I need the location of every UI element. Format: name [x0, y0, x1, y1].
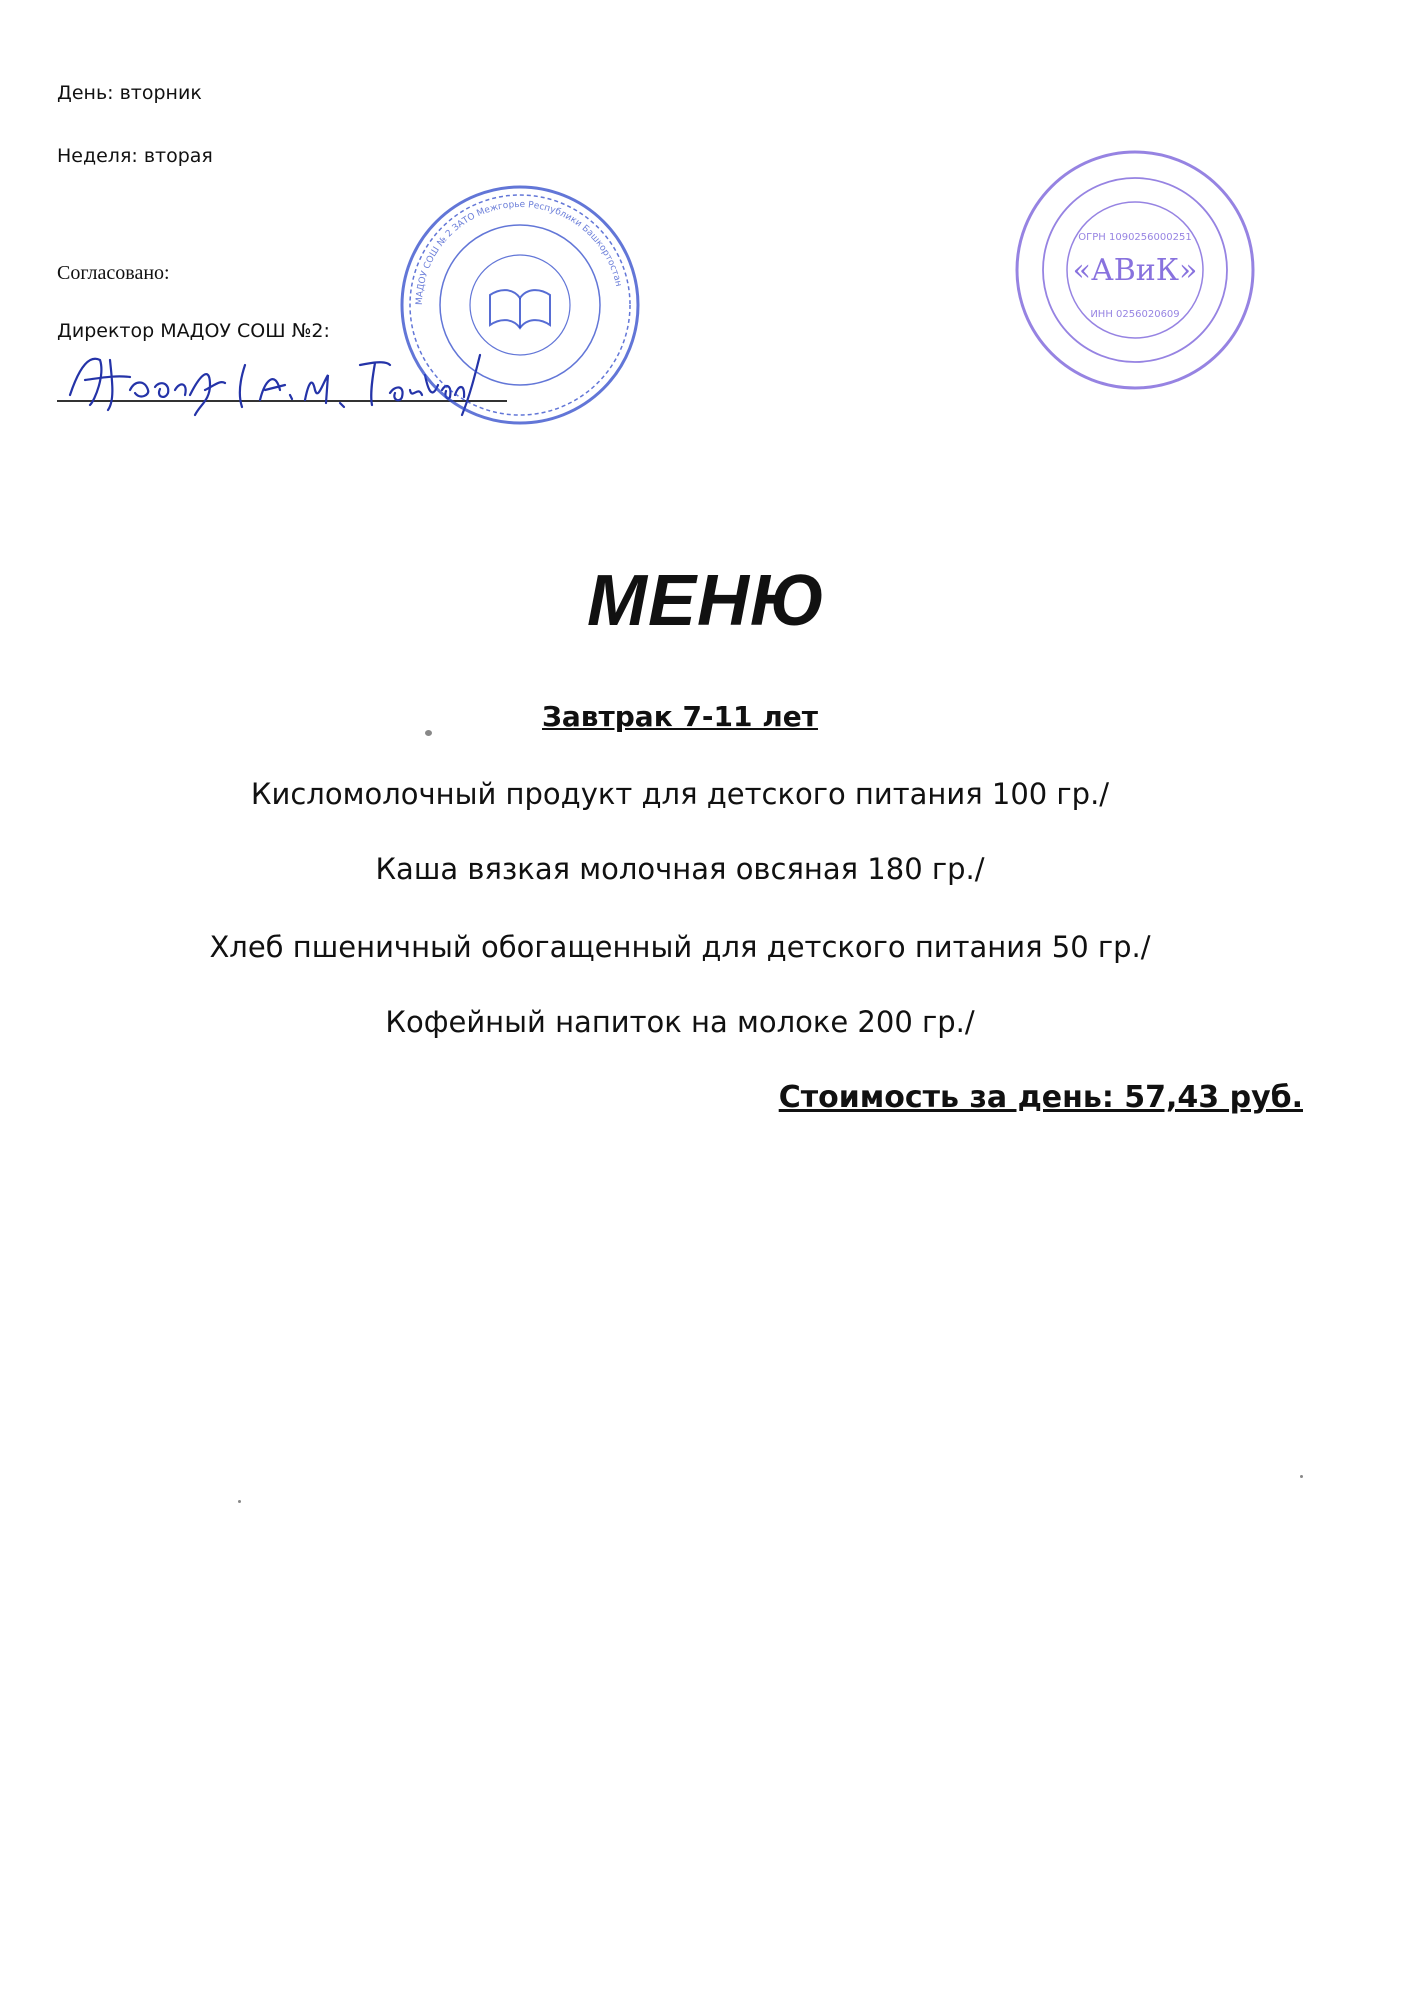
book-icon	[490, 290, 550, 328]
week-label: Неделя: вторая	[57, 145, 213, 167]
company-stamp-inn: ИНН 0256020609	[1090, 309, 1180, 320]
menu-item: Кисломолочный продукт для детского питания 100 гр./	[250, 777, 1110, 811]
company-stamp-ogrn: ОГРН 1090256000251	[1078, 232, 1192, 243]
scan-speck	[238, 1500, 241, 1503]
scan-speck	[425, 730, 432, 736]
school-stamp	[395, 180, 645, 430]
menu-item: Каша вязкая молочная овсяная 180 гр./	[375, 852, 985, 886]
scan-speck	[1300, 1475, 1303, 1478]
menu-item: Кофейный напиток на молоке 200 гр./	[385, 1005, 975, 1039]
approved-label: Согласовано:	[57, 262, 170, 284]
day-label: День: вторник	[57, 82, 202, 104]
meal-heading: Завтрак 7-11 лет	[542, 700, 818, 733]
director-label: Директор МАДОУ СОШ №2:	[57, 320, 330, 342]
menu-title: МЕНЮ	[586, 561, 827, 641]
company-stamp	[1010, 145, 1260, 395]
school-stamp-text: МАДОУ СОШ № 2 ЗАТО Межгорье Республики Башкортостан	[414, 199, 624, 306]
company-stamp-name: «АВиК»	[1072, 253, 1198, 288]
daily-cost: Стоимость за день: 57,43 руб.	[778, 1080, 1303, 1115]
svg-text:МАДОУ СОШ № 2 ЗАТО Межгорье Ре	[415, 200, 623, 305]
menu-item: Хлеб пшеничный обогащенный для детского питания 50 гр./	[209, 930, 1151, 964]
